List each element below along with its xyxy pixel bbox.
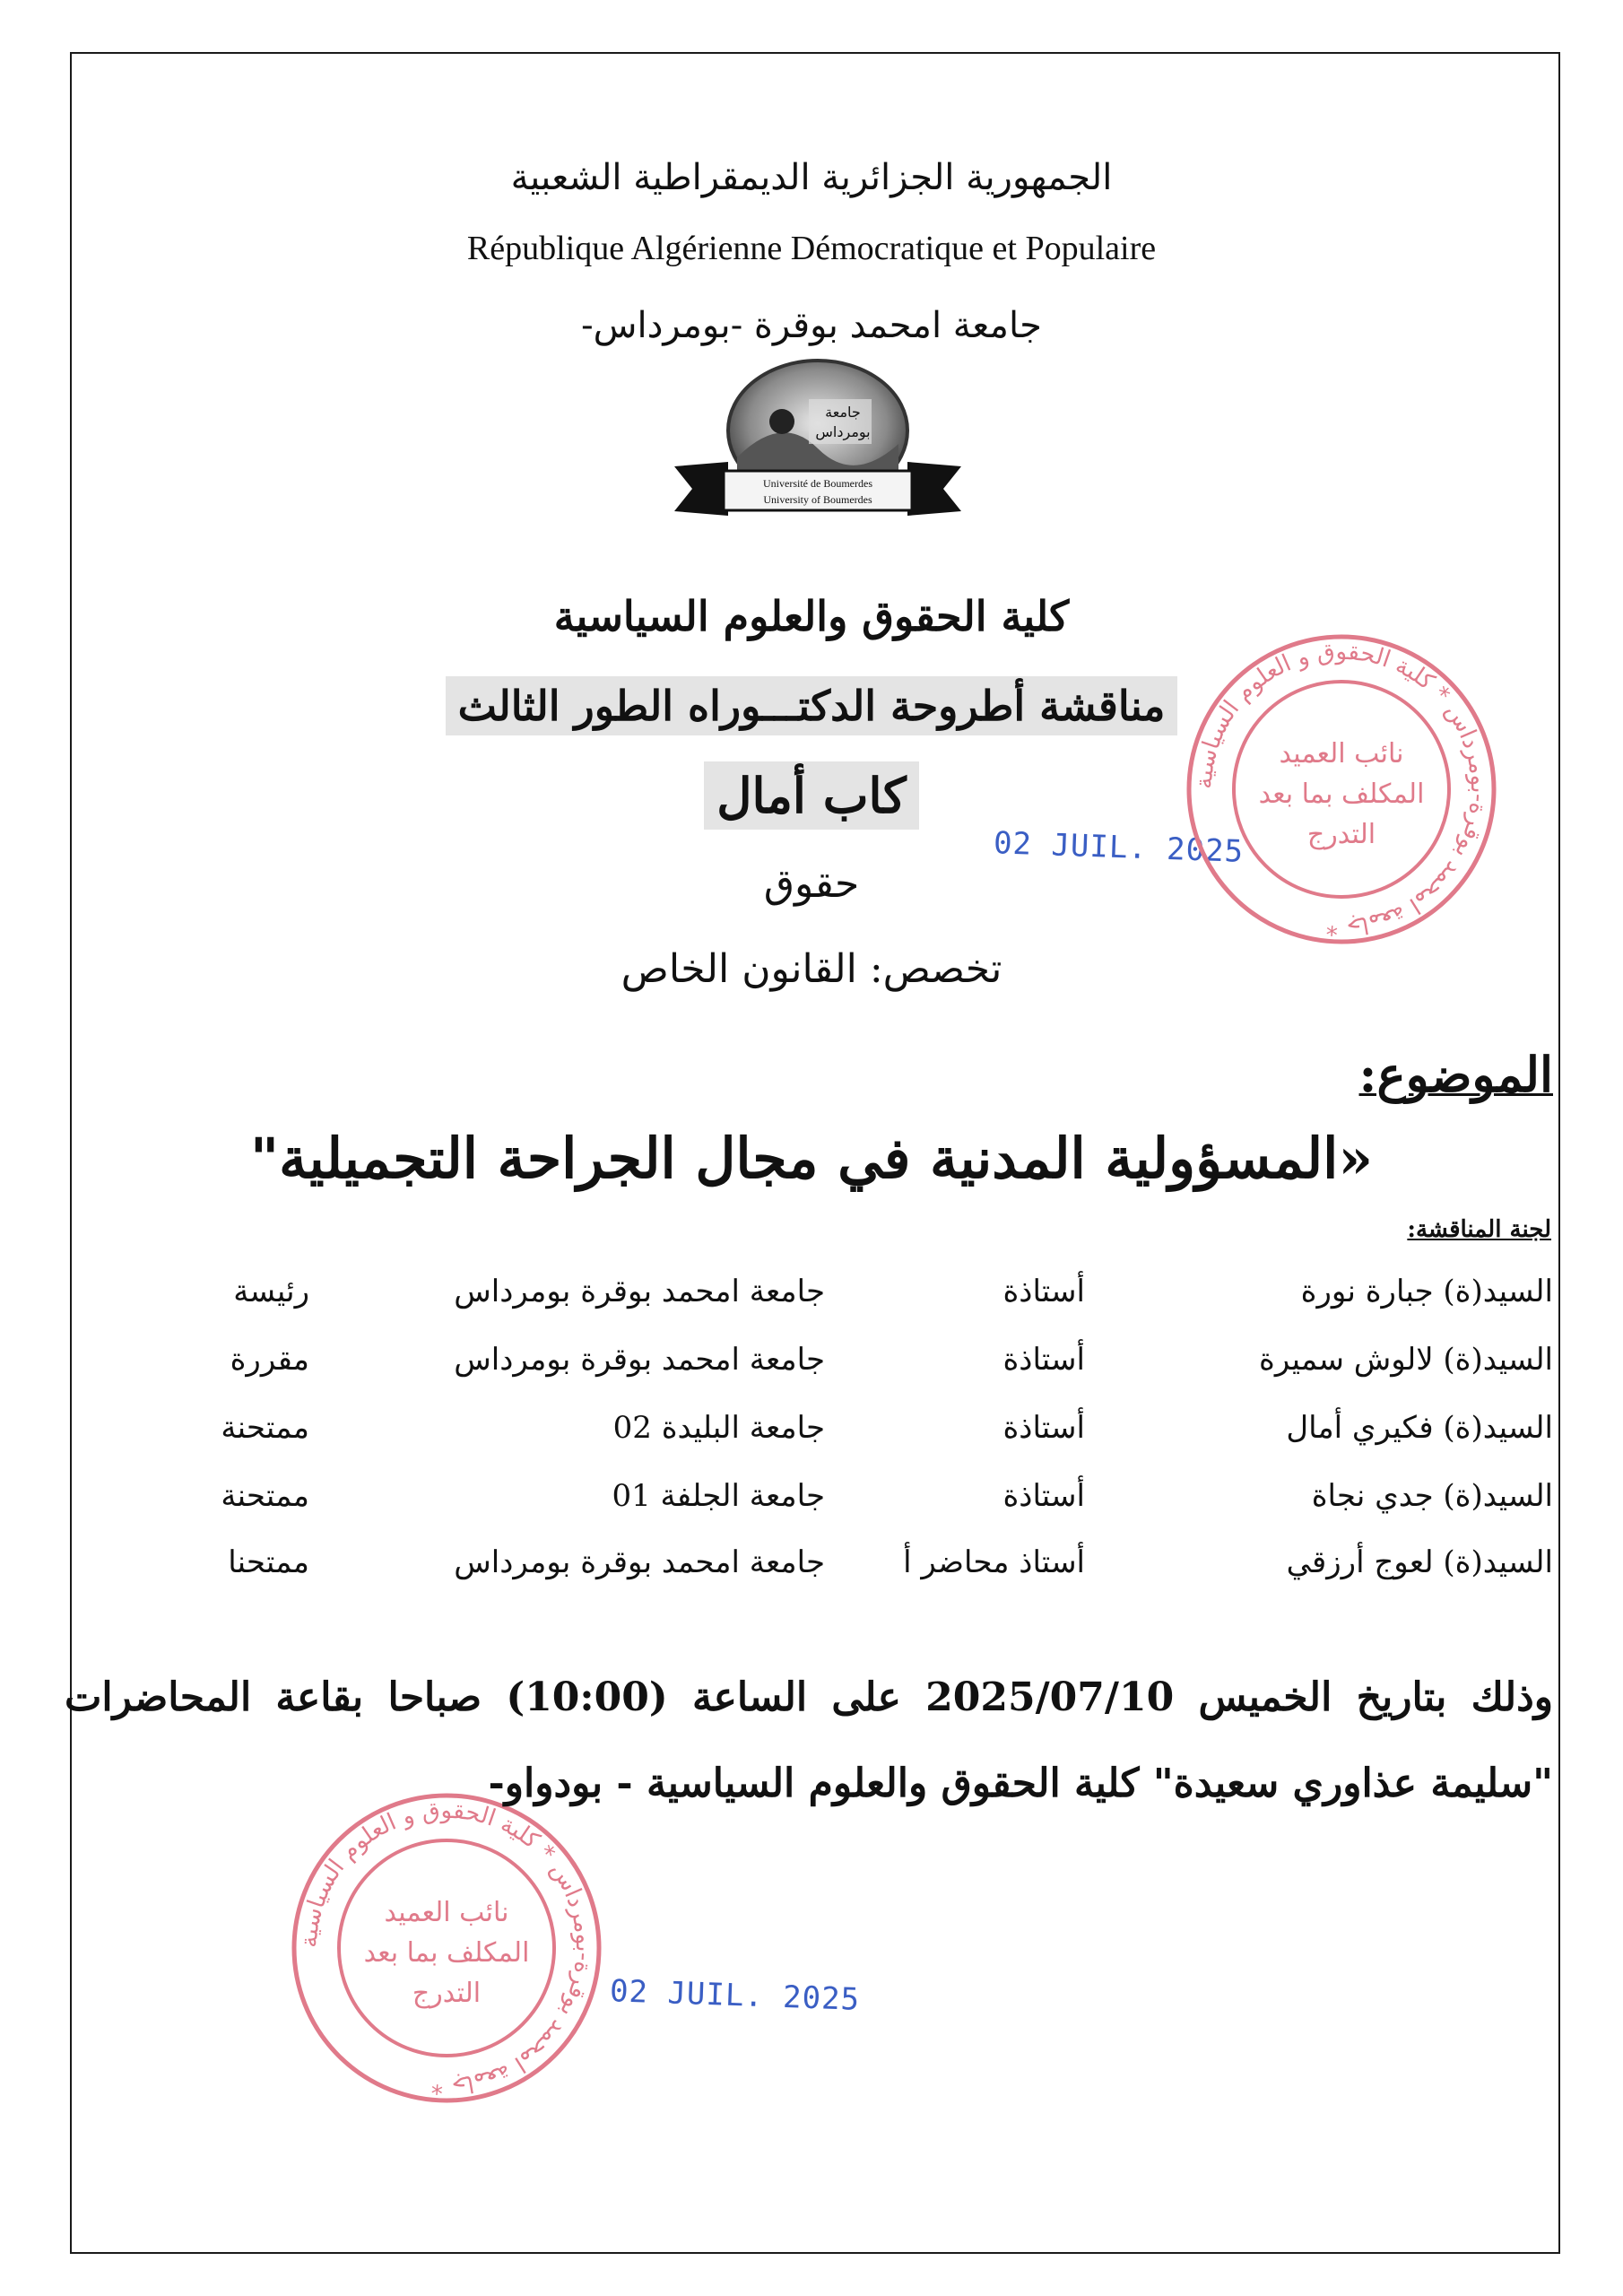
jury-row [0,1544,1623,1598]
seal-center-2: المكلف بما بعد [363,1937,530,1969]
jury-role: ممتحنا [228,1544,309,1580]
republic-arabic: الجمهورية الجزائرية الديمقراطية الشعبية [510,157,1113,198]
republic-french: République Algérienne Démocratique et Populaire [466,230,1157,267]
seal-ring-text: جامعة امحمد بوقرة-بومرداس * كلية الحقوق و العلوم السياسية * [295,1796,598,2100]
logo-text-en: University of Boumerdes [763,493,872,506]
jury-role: ممتحنة [221,1410,309,1446]
date-stamp-bottom: 02 JUIL. 2025 [609,1973,861,2018]
jury-role: ممتحنة [221,1478,309,1514]
jury-role: مقررة [230,1342,309,1378]
jury-row [0,1274,1623,1327]
jury-university: جامعة البليدة 02 [612,1410,825,1446]
jury-row [0,1410,1623,1464]
specialty: تخصص: القانون الخاص [621,946,1002,992]
jury-grade: أستاذة [1002,1342,1085,1378]
logo-text-ar-2: بومرداس [815,423,871,440]
jury-name: السيد(ة) جبارة نورة [1300,1274,1553,1309]
jury-role: رئيسة [233,1274,309,1309]
date-stamp-top: 02 JUIL. 2025 [993,825,1245,870]
seal-center-3: التدرج [1306,819,1376,850]
announcement-paragraph: وذلك بتاريخ الخميس 2025/07/10 على الساعة (10:00) صباحا بقاعة المحاضرات "سليمة عذاوري سعيدة" كلية الحقوق والعلوم السياسية - بودواو- [65,1674,1553,1806]
seal-ring-text: جامعة امحمد بوقرة-بومرداس * كلية الحقوق و العلوم السياسية * [1190,638,1493,941]
jury-grade: أستاذة [1002,1478,1085,1514]
university-name: جامعة امحمد بوقرة -بومرداس- [581,305,1042,346]
jury-university: جامعة امحمد بوقرة بومرداس [454,1274,825,1309]
official-seal-top [1180,628,1503,951]
subject-label: الموضوع: [1358,1046,1553,1103]
jury-grade: أستاذة [1002,1274,1085,1309]
official-seal-bottom [285,1787,608,2109]
jury-row [0,1342,1623,1396]
subject-title: «المسؤولية المدنية في مجال الجراحة التجميلية" [249,1126,1374,1191]
field-name: حقوق [763,861,860,907]
faculty-name: كلية الحقوق والعلوم السياسية [553,592,1070,640]
jury-university: جامعة امحمد بوقرة بومرداس [454,1342,825,1378]
university-logo [674,359,961,538]
jury-label: لجنة المناقشة: [1407,1216,1551,1243]
jury-grade: أستاذ محاضر أ [903,1544,1085,1580]
jury-row [0,1478,1623,1532]
defense-title: مناقشة أطروحة الدكتـــوراه الطور الثالث [446,676,1178,735]
seal-center-1: نائب العميد [384,1897,509,1928]
candidate-name: كاب أمال [704,761,918,830]
jury-university: جامعة الجلفة 01 [612,1478,825,1514]
jury-name: السيد(ة) لعوج أرزقي [1286,1544,1553,1580]
logo-text-ar-1: جامعة [825,404,861,421]
seal-center-3: التدرج [412,1978,482,2009]
jury-name: السيد(ة) لالوش سميرة [1259,1342,1553,1378]
seal-center-2: المكلف بما بعد [1258,778,1425,810]
jury-grade: أستاذة [1002,1410,1085,1446]
jury-university: جامعة امحمد بوقرة بومرداس [454,1544,825,1580]
jury-name: السيد(ة) جدي نجاة [1311,1478,1553,1514]
logo-text-fr: Université de Boumerdes [763,477,872,490]
seal-center-1: نائب العميد [1279,738,1404,770]
jury-name: السيد(ة) فكيري أمال [1286,1410,1553,1446]
